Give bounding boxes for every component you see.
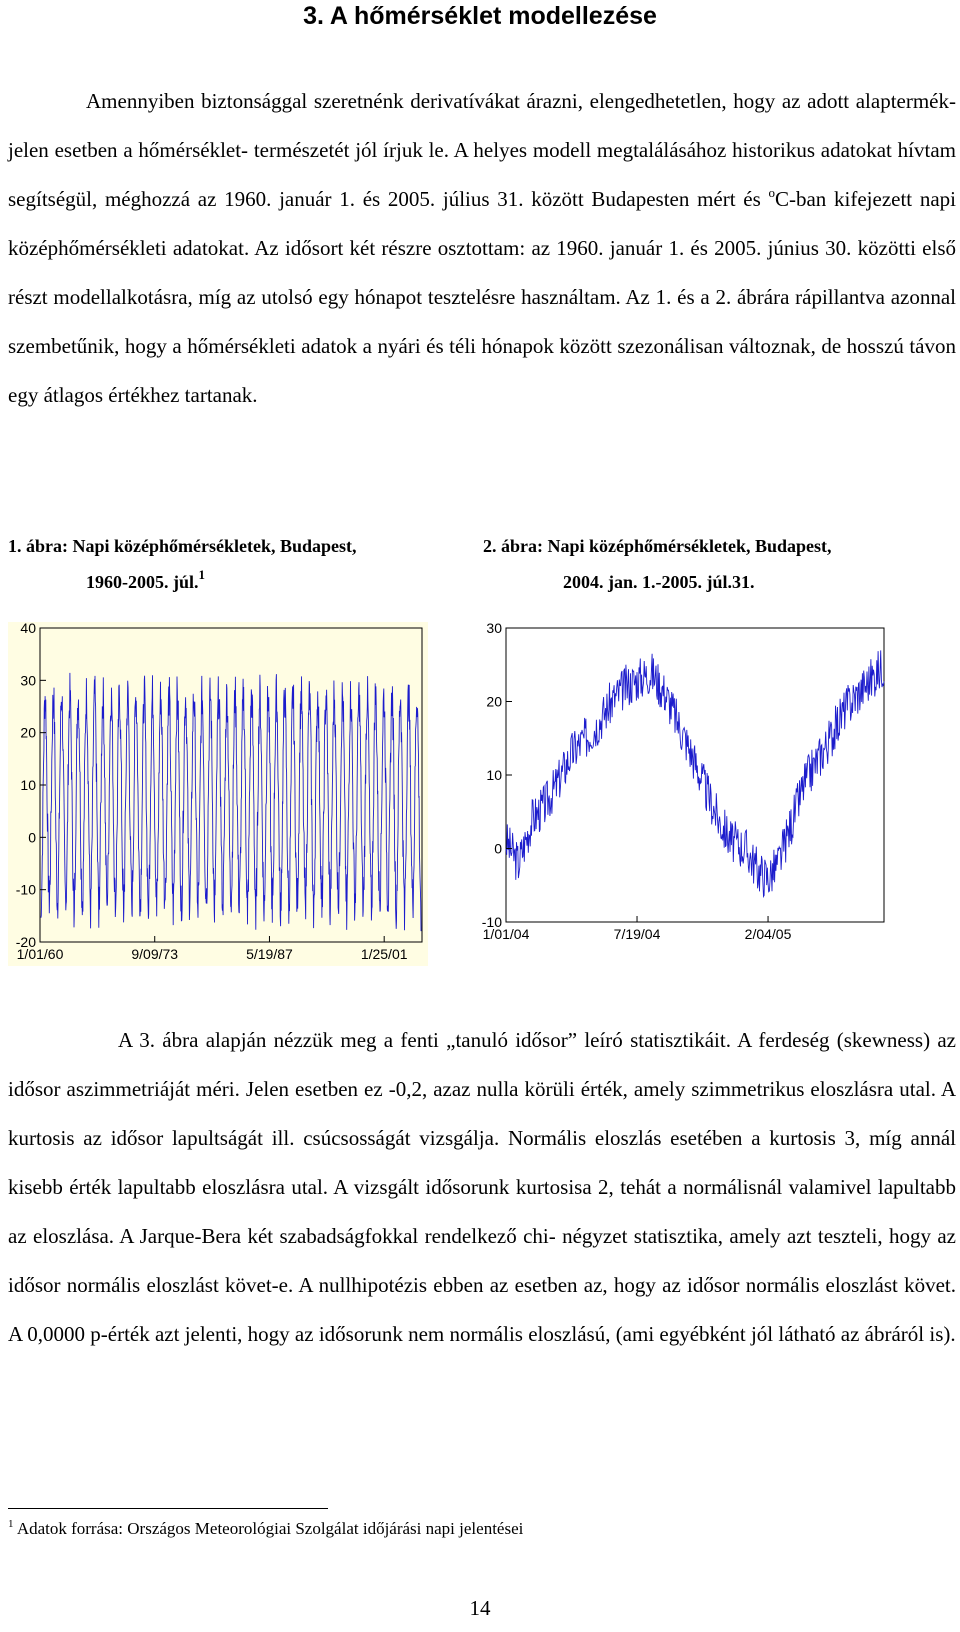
intro-paragraph — [8, 77, 956, 420]
y-tick-label: 0 — [494, 840, 502, 857]
footnote-ref: 1 — [198, 567, 205, 582]
y-tick-label: -10 — [15, 881, 36, 898]
intro-text-b: C-ban kifejezett napi középhőmérsékleti adatokat. Az idősort két részre osztottam: az 1960. január 1. és 2005. június 30. közötti első részt modellalkotásra, míg az utolsó egy hónapot tesztelésre használtam. Az 1. és a 2. ábrára rápillantva azonnal szembetűnik, hogy a hőmérsékleti adatok a nyári és téli hónapok között szezonálisan változnak, de hosszú távon egy átlagos értékhez tartanak. — [8, 187, 956, 407]
degree-superscript: o — [768, 185, 775, 200]
x-tick-label: 7/19/04 — [613, 926, 661, 942]
x-tick-label: 2/04/05 — [744, 926, 792, 942]
y-tick-label: -10 — [481, 914, 502, 930]
section-heading: 3. A hőmérséklet modellezése — [303, 2, 657, 30]
footnote — [8, 1519, 523, 1539]
figure-2-caption — [483, 528, 832, 600]
y-tick-label: 30 — [486, 622, 502, 636]
intro-text-a: Amennyiben biztonsággal szeretnénk derivatívákat árazni, elengedhetetlen, hogy az adott alaptermék- jelen esetben a hőmérséklet- természetét jól írjuk le. A helyes modell megtalálásához historikus adatokat hívtam segítségül, méghozzá az 1960. január 1. és 2005. július 31. között Budapesten mért és — [8, 89, 956, 211]
y-tick-label: -20 — [15, 934, 36, 950]
x-tick-label: 1/25/01 — [360, 946, 408, 962]
x-tick-label: 1/01/60 — [16, 946, 64, 962]
statistics-paragraph: A 3. ábra alapján nézzük meg a fenti „tanuló idősor” leíró statisztikáit. A ferdeség (skewness) az idősor aszimmetriáját méri. Jelen esetben ez -0,2, azaz nulla körüli érték, amely szimmetrikus eloszlásra utal. A kurtosis az idősor lapultságát ill. csúcsosságát vizsgálja. Normális eloszlás esetében a kurtosis 3, míg annál kisebb érték lapultabb eloszlásra utal. A vizsgált idősorunk kurtosisa 2, tehát a normálisnál valamivel lapultabb az eloszlása. A Jarque-Bera két szabadságfokkal rendelkező chi- négyzet statisztika, amely azt teszteli, hogy az idősor normális eloszlást követ-e. A nullhipotézis ebben az esetben az, hogy az idősor normális eloszlást követ. A 0,0000 p-érték azt jelenti, hogy az idősorunk nem normális eloszlású, (ami egyébként jól látható az ábráról is). — [8, 1028, 956, 1346]
figure-1-caption — [8, 528, 357, 600]
figure-2-caption-line1: 2. ábra: Napi középhőmérsékletek, Budapest, — [483, 536, 832, 556]
x-tick-label: 1/01/04 — [482, 926, 530, 942]
footnote-text: Adatok forrása: Országos Meteorológiai Szolgálat időjárási napi jelentései — [16, 1519, 524, 1538]
x-tick-label: 5/19/87 — [246, 946, 293, 962]
y-tick-label: 10 — [20, 777, 36, 793]
y-tick-label: 20 — [20, 724, 36, 741]
y-tick-label: 40 — [20, 622, 36, 636]
x-tick-label: 9/09/73 — [131, 946, 179, 962]
y-tick-label: 20 — [486, 693, 502, 710]
figure-2-caption-line2: 2004. jan. 1.-2005. júl.31. — [563, 572, 755, 592]
y-tick-label: 0 — [28, 829, 36, 846]
figure-1-caption-line2: 1960-2005. júl. — [86, 572, 199, 592]
chart-daily-temps-1960-2005 — [8, 622, 428, 966]
figure-1-caption-line1: 1. ábra: Napi középhőmérsékletek, Budapest, — [8, 536, 357, 556]
footnote-divider — [8, 1508, 328, 1509]
y-tick-label: 30 — [20, 672, 36, 689]
chart-background — [474, 622, 910, 966]
page-number: 14 — [469, 1596, 491, 1620]
y-tick-label: 10 — [486, 767, 502, 783]
chart-daily-temps-2004-2005 — [474, 622, 910, 966]
footnote-number: 1 — [8, 1518, 14, 1530]
